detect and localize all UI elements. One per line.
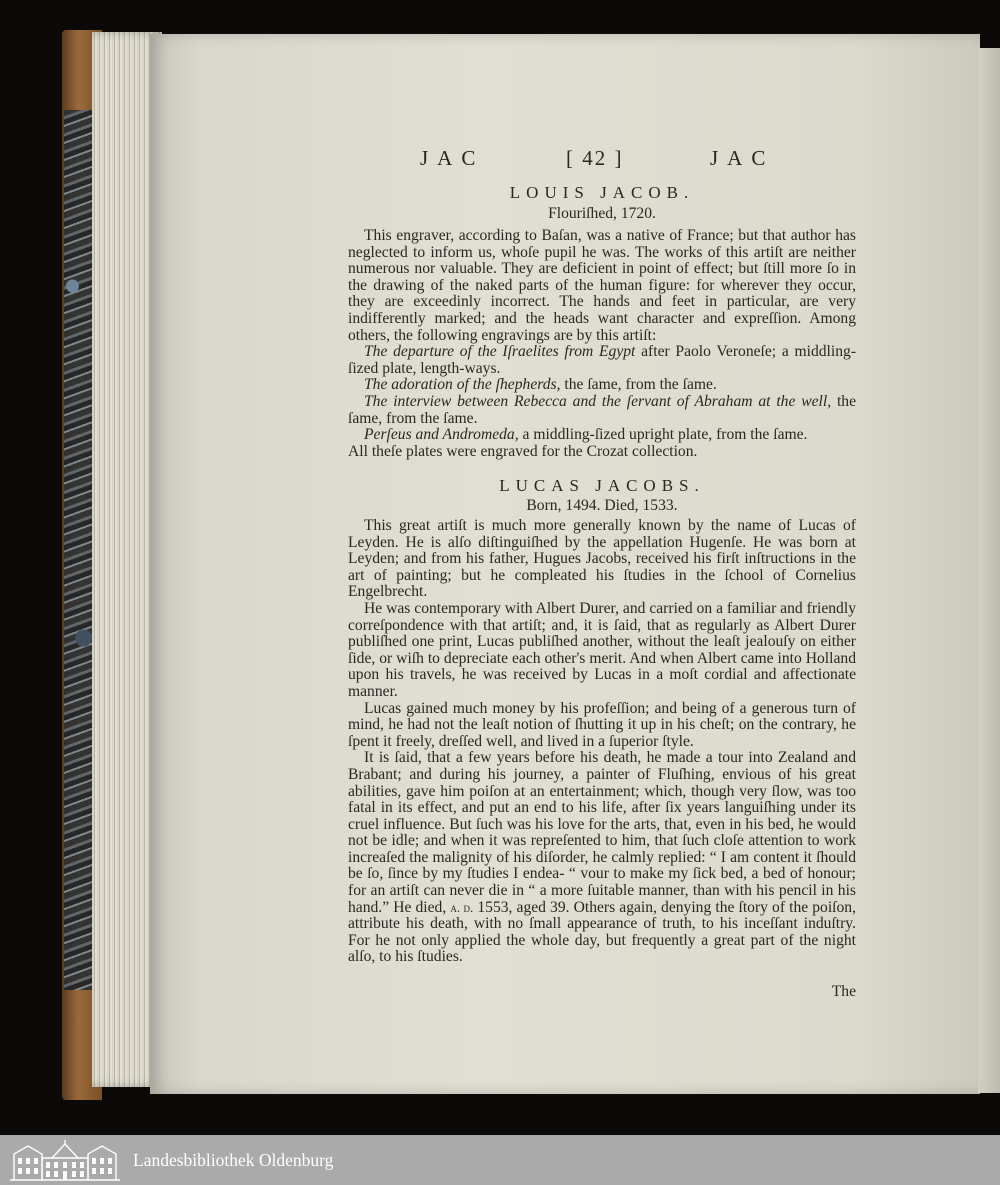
paragraph-text: 1553, aged 39. Others again, denying the ſtory of the poiſon, attribute his death, with no ſmall appearance of truth, to his inceſſant induſtry. For he not only applied the whole day, but frequently a great part of the night alſo, to his ſtudies. <box>348 898 856 966</box>
engraving-note: the ſame, from the ſame. <box>560 376 717 394</box>
closing-line: All theſe plates were engraved for the Crozat collection. <box>348 442 698 460</box>
paragraph: This great artiſt is much more generally known by the name of Lucas of Leyden. He is alſo diſtinguiſhed by the appellation Hugenſe. He was born at Leyden; and from his father, Hugues Jacobs, received his firſt inſtructions in the art of painting; but he compleated his ſtudies in the ſchool of Cornelius Engelbrecht. <box>348 517 856 601</box>
paragraph-text: It is ſaid, that a few years before his death, he made a tour into Zealand and Brabant; and during his journey, a painter of Fluſhing, envious of his great abilities, gave him poiſon at an entertainment; which, though very ſlow, was too fatal in its effect, and put an end to his life, after ſix years languiſhing under its cruel influence. But ſuch was his love for the arts, that, even in his bed, he would not be idle; and when it was repreſented to him, that ſuch cloſe attention to work increaſed the malignity of his diſorder, he calmly replied: “ I am content it ſhould be ſo, ſince by my ſtudies I endea- “ vour to make my ſick bed, a bed of honour; for an artiſt can never die in “ a more ſuitable manner, than with his pencil in his hand.” He died, <box>348 749 856 916</box>
running-head-left: JAC <box>420 146 485 170</box>
engraving-note: after Paolo Veroneſe; a middling-ſized plate, length-ways. <box>348 343 857 377</box>
entry-heading-louis-jacob: LOUIS JACOB. <box>509 183 695 202</box>
entry-dates-louis-jacob: Flouriſhed, 1720. <box>548 205 656 222</box>
engraving-item <box>348 427 856 444</box>
entry-dates-lucas-jacobs: Born, 1494. Died, 1533. <box>526 497 678 514</box>
marbled-endpaper <box>64 110 92 990</box>
paragraph: This engraver, according to Baſan, was a native of France; but that author has neglected to inform us, whoſe pupil he was. The works of this artiſt are neither numerous nor valuable. They are deficient in point of effect; but ſtill more ſo in the drawing of the naked parts of the human figure: for wherever they occur, they are exceedinly incorrect. The hands and feet in particular, are very indifferently marked; and the heads want character and expreſſion. Among others, the following engravings are by this artiſt: <box>348 227 856 344</box>
engraving-item <box>348 394 856 427</box>
entry-body-louis-jacob <box>348 228 856 460</box>
paragraph: He was contemporary with Albert Durer, and carried on a familiar and friendly correſpondence with that artiſt; and, it is ſaid, that as regularly as Albert Durer publiſhed one print, Lucas publiſhed another, without the leaſt jealouſy on either ſide, or wiſh to depreciate each other's merit. And when Albert came into Holland upon his travels, he was received by Lucas in a moſt cordial and affectionate manner. <box>348 599 856 700</box>
paragraph <box>348 750 856 966</box>
paragraph: Lucas gained much money by his profeſſion; and being of a generous turn of mind, he had not the leaſt notion of ſhutting it up in his cheſt; on the contrary, he ſpent it freely, dreſſed well, and lived in a ſuperior ſtyle. <box>348 699 856 750</box>
entry-body-lucas-jacobs <box>348 518 856 966</box>
engraving-note: the ſame, from the ſame. <box>348 392 856 427</box>
engraving-item <box>348 377 856 394</box>
engraving-title: The adoration of the ſhepherds, <box>364 376 561 394</box>
running-head-right: JAC <box>710 146 775 170</box>
engraving-title: The departure of the Iſraelites from Egypt <box>364 343 636 361</box>
footer-bar <box>0 1135 1000 1185</box>
next-page-edge <box>978 48 1000 1093</box>
page-number: [ 42 ] <box>566 146 624 170</box>
library-building-icon <box>8 1138 122 1182</box>
entry-heading-lucas-jacobs: LUCAS JACOBS. <box>499 476 705 495</box>
engraving-title: Perſeus and Andromeda, <box>364 426 519 444</box>
engraving-note: a middling-ſized upright plate, from the ſame. <box>518 426 808 444</box>
library-name: Landesbibliothek Oldenburg <box>133 1150 334 1170</box>
engraving-item <box>348 344 856 377</box>
catchword: The <box>831 983 856 1000</box>
engraving-title: The interview between Rebecca and the ſervant of Abraham at the well, <box>364 392 832 410</box>
anno-domini: a. d. <box>450 899 474 915</box>
